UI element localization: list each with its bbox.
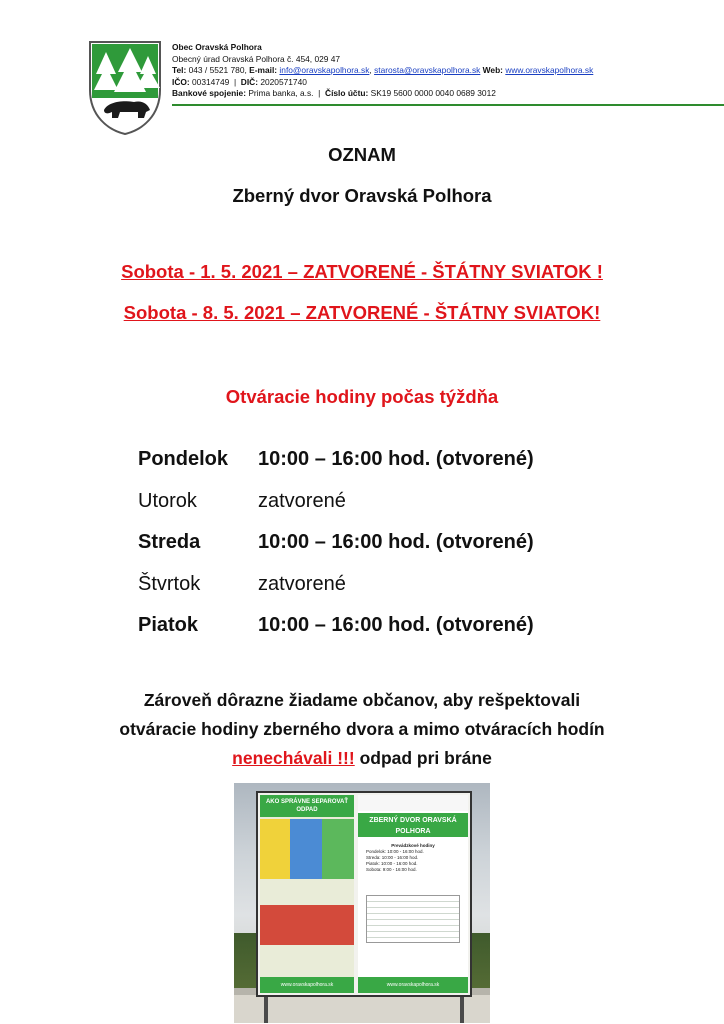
yard-hours-row: Pondelok: 10:00 - 16:00 hod.	[366, 849, 424, 854]
schedule-time: 10:00 – 16:00 hod. (otvorené)	[258, 448, 534, 470]
email-link-info[interactable]: info@oravskapolhora.sk	[279, 65, 370, 76]
notice-heading: OZNAM	[328, 144, 396, 165]
schedule-day: Streda	[138, 531, 201, 553]
email-separator: ,	[369, 65, 372, 76]
email-link-starosta[interactable]: starosta@oravskapolhora.sk	[374, 65, 481, 76]
hazard-section-graphic	[260, 905, 354, 945]
tel-value: 043 / 5521 780,	[188, 65, 247, 76]
schedule-time: 10:00 – 16:00 hod. (otvorené)	[258, 614, 534, 636]
email-label: E-mail:	[249, 65, 278, 76]
yard-panel-title: ZBERNÝ DVOR ORAVSKÁ POLHORA	[358, 813, 468, 837]
schedule-day: Piatok	[138, 614, 199, 636]
request-line: Zároveň dôrazne žiadame občanov, aby rešpektovali	[143, 690, 581, 710]
paper-bin-graphic	[290, 819, 322, 879]
request-line: otváracie hodiny zberného dvora a mimo otváracích hodín	[119, 719, 605, 739]
org-name: Obec Oravská Polhora	[172, 42, 262, 52]
letterhead	[86, 38, 638, 138]
citizen-request	[0, 686, 724, 773]
hours-heading: Otváracie hodiny počas týždňa	[225, 386, 499, 407]
divider: |	[318, 88, 321, 99]
dic-value: 2020571740	[260, 76, 307, 87]
bank-line	[172, 88, 593, 100]
yard-panel-footer: www.oravskapolhora.sk	[358, 977, 468, 993]
yard-info-panel	[358, 795, 468, 993]
ico-value: 00314749	[192, 76, 230, 87]
web-label: Web:	[482, 65, 503, 76]
schedule-day: Utorok	[138, 489, 197, 512]
yard-hours-row: Sobota: 9:00 - 16:00 hod.	[366, 867, 417, 872]
request-end: odpad pri bráne	[354, 748, 492, 768]
sorting-panel-footer: www.oravskapolhora.sk	[260, 977, 354, 993]
ico-label: IČO:	[172, 76, 190, 87]
info-signboard	[256, 791, 472, 997]
closure-line	[0, 302, 724, 324]
letterhead-text	[172, 42, 593, 100]
header-divider	[172, 104, 724, 106]
sorting-panel-title: AKO SPRÁVNE SEPAROVAŤ ODPAD	[260, 795, 354, 817]
schedule-time: zatvorené	[258, 572, 346, 595]
bank-label: Bankové spojenie:	[172, 88, 247, 99]
account-value: SK19 5600 0000 0040 0689 3012	[370, 88, 496, 99]
schedule-row	[138, 614, 618, 656]
schedule-day: Pondelok	[138, 448, 229, 470]
ids-line	[172, 77, 593, 89]
sponsor-logos	[358, 795, 468, 811]
yard-hours-heading: Prevádzkové hodiny	[391, 843, 435, 848]
office-address: Obecný úrad Oravská Polhora č. 454, 029 47	[172, 53, 341, 64]
yard-hours-row: Streda: 10:00 - 16:00 hod.	[366, 855, 419, 860]
collection-yard-photo	[234, 783, 490, 1023]
yard-warning-graphic	[362, 947, 464, 967]
schedule-row	[138, 448, 618, 490]
schedule-row	[138, 490, 618, 532]
yard-panel-hours	[366, 843, 460, 873]
dic-label: DIČ:	[240, 76, 258, 87]
schedule-day: Štvrtok	[138, 572, 201, 595]
glass-bin-graphic	[322, 819, 354, 879]
divider: |	[233, 76, 237, 87]
closure-line	[0, 261, 724, 283]
closure-text: Sobota - 1. 5. 2021 – ZATVORENÉ - ŠTÁTNY SVIATOK !	[121, 261, 603, 282]
schedule-row	[138, 573, 618, 615]
plastic-bin-graphic	[260, 819, 290, 879]
bank-value: Prima banka, a.s.	[248, 88, 314, 99]
schedule-time: 10:00 – 16:00 hod. (otvorené)	[258, 531, 534, 553]
sorting-panel	[260, 795, 354, 993]
photo-wall	[234, 995, 490, 1023]
web-link[interactable]: www.oravskapolhora.sk	[505, 65, 594, 76]
schedule-row	[138, 531, 618, 573]
coat-of-arms-icon	[86, 38, 164, 136]
yard-hours-row: Piatok: 10:00 - 16:00 hod.	[366, 861, 418, 866]
account-label: Číslo účtu:	[325, 88, 369, 99]
notice-subheading: Zberný dvor Oravská Polhora	[232, 185, 492, 206]
waste-codes-table	[366, 895, 460, 943]
request-emphasis: nenechávali !!!	[232, 748, 355, 768]
request-line	[0, 744, 724, 773]
weekly-schedule	[138, 448, 618, 656]
schedule-time: zatvorené	[258, 489, 346, 512]
contact-line	[172, 65, 593, 77]
closure-text: Sobota - 8. 5. 2021 – ZATVORENÉ - ŠTÁTNY SVIATOK!	[123, 302, 601, 323]
tel-label: Tel:	[172, 65, 187, 76]
